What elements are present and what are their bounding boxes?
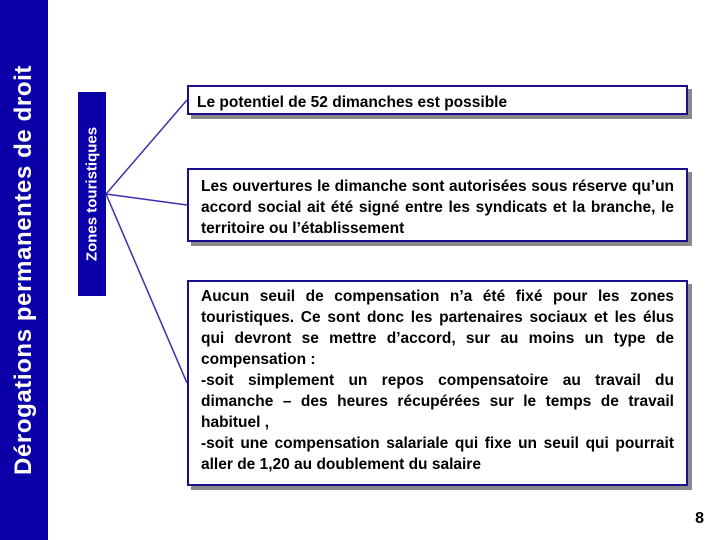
text-box-potential [187, 85, 688, 115]
text-box-agreement-text: Les ouvertures le dimanche sont autorisées sous réserve qu’un accord social ait été signé entre les syndicats et la branche, le territoire ou l’établissement [201, 178, 674, 237]
compensation-option-rest: -soit simplement un repos compensatoire au travail du dimanche – des heures récupérées sur le temps de travail habituel , [201, 372, 674, 431]
compensation-intro: Aucun seuil de compensation n’a été fixé pour les zones touristiques. Ce sont donc les partenaires sociaux et les élus qui devront se mettre d’accord, sur au moins un type de compensation : [201, 288, 674, 368]
compensation-option-salary: -soit une compensation salariale qui fixe un seuil qui pourrait aller de 1,20 au doublement du salaire [201, 435, 674, 473]
connector-line-1 [106, 100, 187, 194]
connector-line-2 [106, 194, 187, 205]
text-box-agreement [187, 168, 688, 242]
text-box-potential-text: Le potentiel de 52 dimanches est possible [197, 94, 508, 111]
text-box-compensation [187, 280, 688, 486]
sub-category-label: Zones touristiques [83, 126, 101, 262]
connector-line-3 [106, 194, 187, 383]
main-category-label: Dérogations permanentes de droit [10, 65, 37, 475]
page-number: 8 [695, 510, 704, 527]
